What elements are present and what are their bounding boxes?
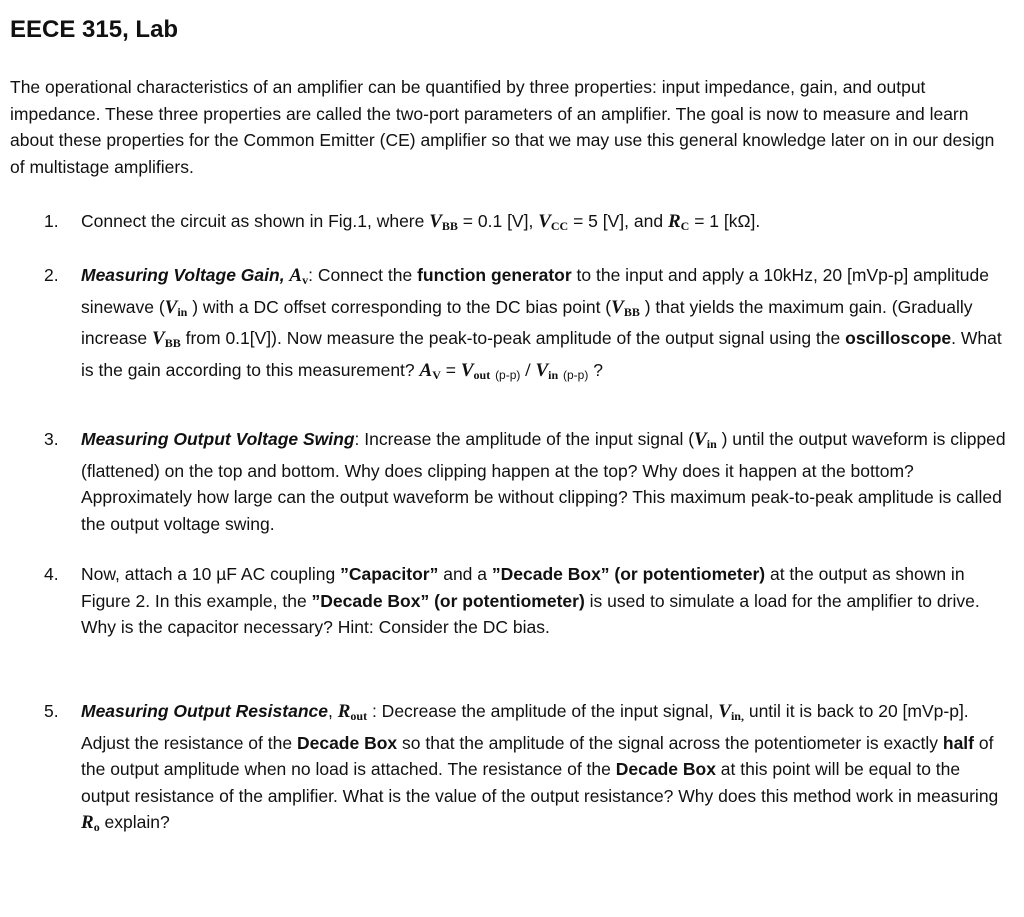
intro-paragraph: The operational characteristics of an amplifier can be quantified by three properties: input impedance, gain, and output impedance. These three properties are called the two-port parameters of an amplifier. The goal is now to measure and learn about these properties for the Common Emitter (CE) amplifier so that we may use this general knowledge later on in our design of multistage amplifiers. bbox=[10, 77, 995, 177]
step-4 bbox=[0, 561, 1010, 641]
step-text: Now, attach a 10 µF AC coupling ”Capacitor” and a ”Decade Box” (or potentiometer) at the output as shown in Figure 2. In this example, the ”Decade Box” (or potentiometer) is used to simulate a load for the amplifier to drive. Why is the capacitor necessary? Hint: Consider the DC bias. bbox=[81, 564, 980, 637]
step-5 bbox=[0, 698, 1010, 841]
step-text: Measuring Voltage Gain, $A_v$: Connect the function generator to the input and apply a 10kHz, 20 [mVp-p] amplitude sinewave ($V_{in}$ ) with a DC offset corresponding to the DC bias point ($V_{BB}$ ) that yields the maximum gain. (Gradually increase $V_{BB}$ from 0.1[V]). Now measure the peak-to-peak amplitude of the output signal using the oscilloscope. What is the gain according to this measurement? $A_V = V_{out}$ $(p-p) / V_{in}$ (p-p) ? bbox=[81, 265, 1002, 382]
step-number: 3. bbox=[44, 429, 59, 449]
step-text: Connect the circuit as shown in Fig.1, where $V_{BB} = 0.1$ [V], $V_{CC} = 5$ [V], and $R_C = 1$ [kΩ]. bbox=[81, 211, 761, 233]
step-1 bbox=[0, 208, 1010, 240]
step-heading: Measuring Output Voltage Swing bbox=[81, 429, 355, 449]
step-number: 2. bbox=[44, 265, 59, 285]
step-2 bbox=[0, 262, 1010, 388]
page-title: EECE 315, Lab bbox=[10, 16, 179, 43]
step-heading: Measuring Output Resistance bbox=[81, 701, 328, 721]
step-number: 5. bbox=[44, 701, 59, 721]
step-text: Measuring Output Voltage Swing: Increase the amplitude of the input signal ($V_{in}$ ) until the output waveform is clipped (flattened) on the top and bottom. Why does clipping happen at the top? Why does it happen at the bottom? Approximately how large can the output waveform be without clipping? This maximum peak-to-peak amplitude is called the output voltage swing. bbox=[81, 429, 1006, 534]
step-3 bbox=[0, 426, 1010, 537]
step-number: 1. bbox=[44, 211, 59, 231]
step-heading: Measuring Voltage Gain, bbox=[81, 265, 290, 285]
step-number: 4. bbox=[44, 564, 59, 584]
step-text: Measuring Output Resistance, $R_{out}$ : Decrease the amplitude of the input signal, $V_{in,}$ until it is back to 20 [mVp-p]. Adjust the resistance of the Decade Box so that the amplitude of the signal across the potentiometer is exactly half of the output amplitude when no load is attached. The resistance of the Decade Box at this point will be equal to the output resistance of the amplifier. What is the value of the output resistance? Why does this method work in measuring $R_o$ explain? bbox=[81, 701, 999, 834]
